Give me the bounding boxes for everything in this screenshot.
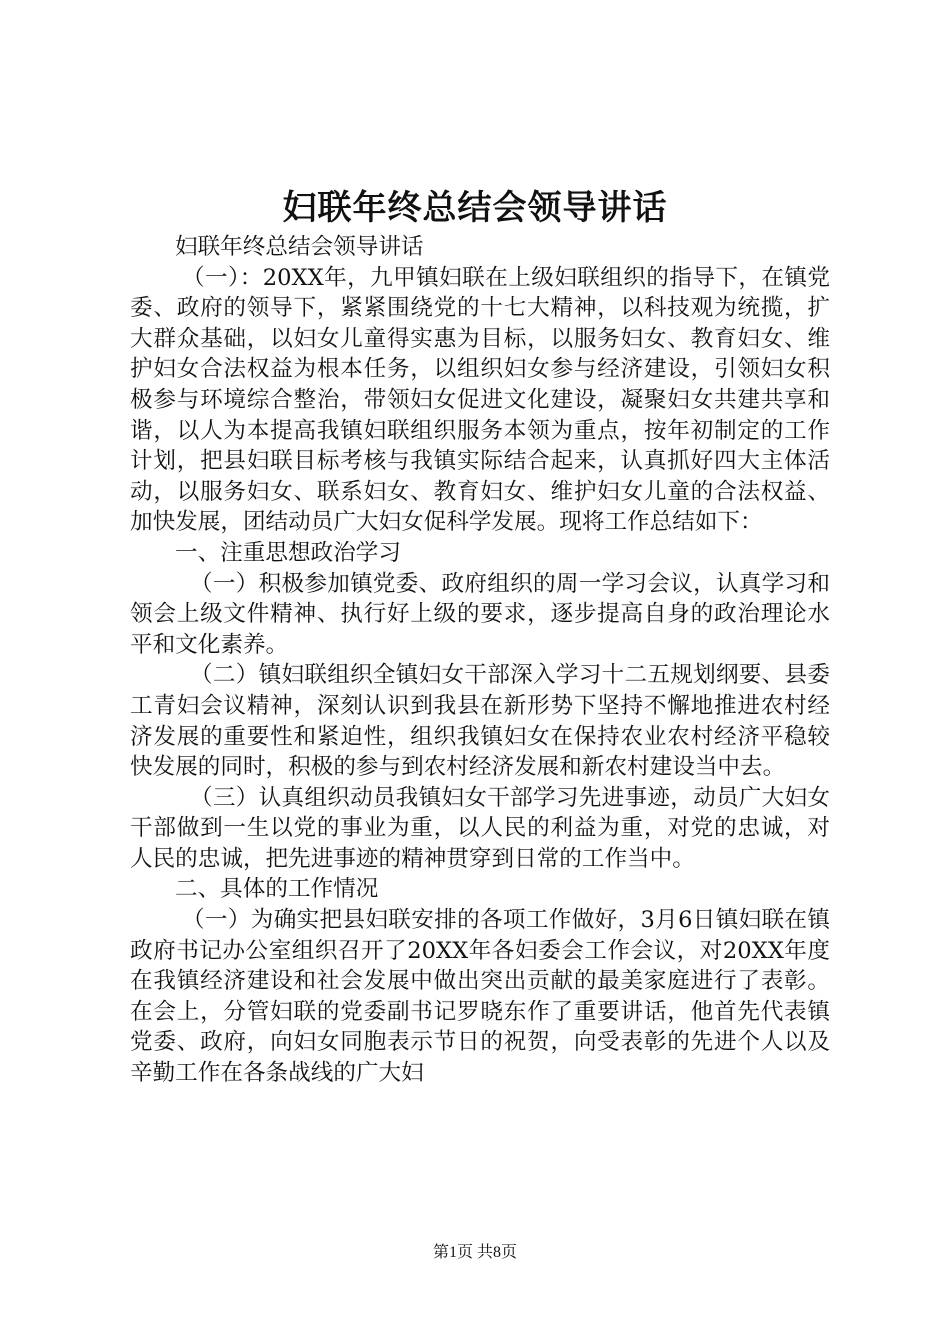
paragraph-intro: （一）：20XX年，九甲镇妇联在上级妇联组织的指导下，在镇党委、政府的领导下，紧紧围绕党的十七大精神，以科技观为统揽，扩大群众基础，以妇女儿童得实惠为目标，以服务妇女、教育妇女、维护妇女合法权益为根本任务，以组织妇女参与经济建设，引领妇女积极参与环境综合整治，带领妇女促进文化建设，凝聚妇女共建共享和谐，以人为本提高我镇妇联组织服务本领为重点，按年初制定的工作计划，把县妇联目标考核与我镇实际结合起来，认真抓好四大主体活动，以服务妇女、联系妇女、教育妇女、维护妇女儿童的合法权益、加快发展，团结动员广大妇女促科学发展。现将工作总结如下： [130, 264, 830, 536]
document-title: 妇联年终总结会领导讲话 [282, 188, 668, 228]
paragraph-1-1: （一）积极参加镇党委、政府组织的周一学习会议，认真学习和领会上级文件精神、执行好上级的要求，逐步提高自身的政治理论水平和文化素养。 [130, 570, 830, 658]
paragraph-subtitle: 妇联年终总结会领导讲话 [175, 234, 424, 260]
page-footer: 第1页 共8页 [432, 1244, 517, 1261]
section-heading-2: 二、具体的工作情况 [175, 876, 379, 903]
paragraph-2-1: （一）为确实把县妇联安排的各项工作做好，3月6日镇妇联在镇政府书记办公室组织召开了20XX年各妇委会工作会议，对20XX年度在我镇经济建设和社会发展中做出突出贡献的最美家庭进行了表彰。在会上，分管妇联的党委副书记罗晓东作了重要讲话，他首先代表镇党委、政府，向妇女同胞表示节日的祝贺，向受表彰的先进个人以及辛勤工作在各条战线的广大妇 [130, 907, 830, 1087]
section-heading-1: 一、注重思想政治学习 [175, 539, 401, 566]
paragraph-1-2: （二）镇妇联组织全镇妇女干部深入学习十二五规划纲要、县委工青妇会议精神，深刻认识到我县在新形势下坚持不懈地推进农村经济发展的重要性和紧迫性，组织我镇妇女在保持农业农村经济平稳较快发展的同时，积极的参与到农村经济发展和新农村建设当中去。 [130, 662, 830, 781]
document-body [130, 232, 830, 1089]
paragraph-1-3: （三）认真组织动员我镇妇女干部学习先进事迹，动员广大妇女干部做到一生以党的事业为重，以人民的利益为重，对党的忠诚，对人民的忠诚，把先进事迹的精神贯穿到日常的工作当中。 [130, 784, 830, 872]
